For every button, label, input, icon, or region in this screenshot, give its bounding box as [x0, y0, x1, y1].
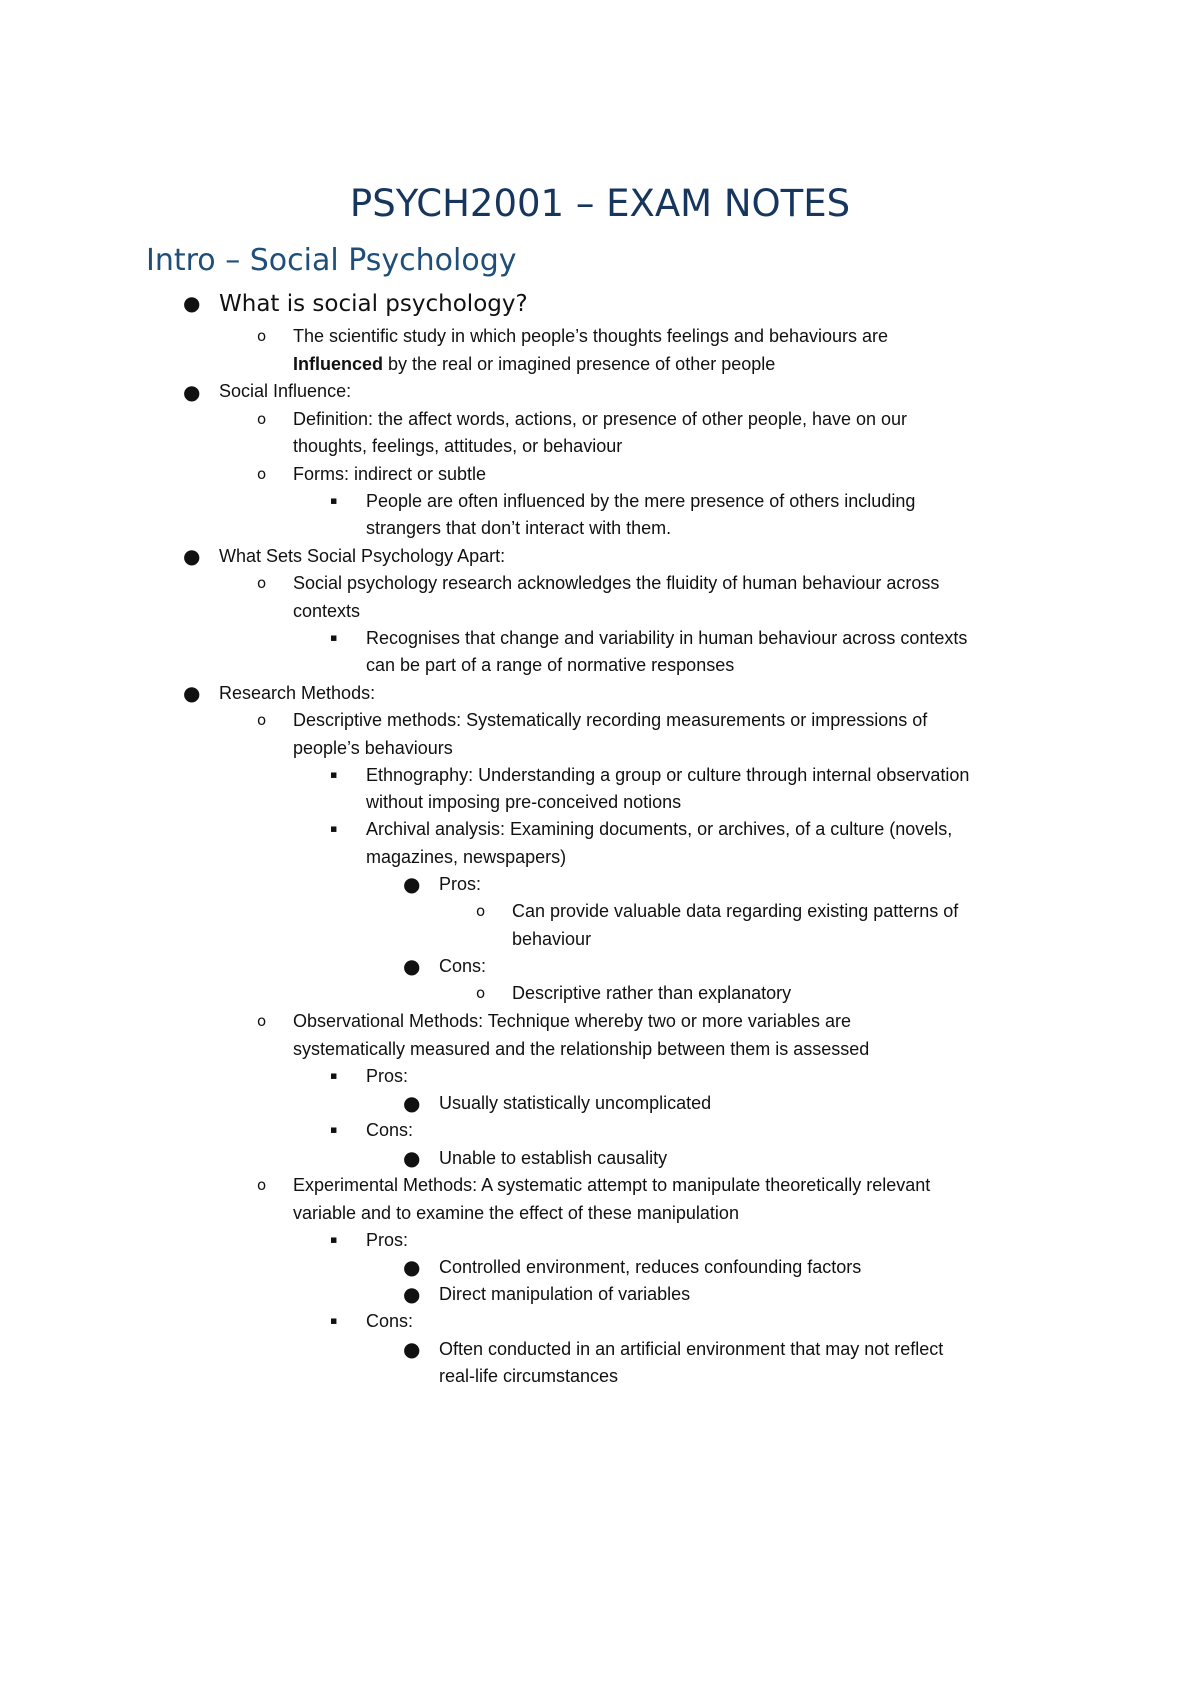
list-item-text: Observational Methods: Technique whereby two or more variables are: [293, 1011, 851, 1031]
list-item-text: Can provide valuable data regarding existing patterns of: [512, 901, 959, 921]
list-item-text: Archival analysis: Examining documents, or archives, of a culture (novels,: [366, 819, 953, 839]
list-item-text: Descriptive rather than explanatory: [512, 983, 792, 1003]
document-title: PSYCH2001 – EXAM NOTES: [349, 182, 851, 225]
bullet-circle: o: [257, 1012, 267, 1030]
list-item-text: Cons:: [366, 1311, 414, 1331]
list-item-text-tail: by the real or imagined presence of other people: [383, 354, 776, 374]
bullet-circle: o: [257, 410, 267, 428]
bullet-square: ▪: [330, 1123, 338, 1136]
bullet-circle: o: [257, 711, 267, 729]
list-item-text: Often conducted in an artificial environment that may not reflect: [439, 1339, 944, 1359]
bullet-dot: ●: [403, 1146, 421, 1170]
list-item-text: systematically measured and the relationship between them is assessed: [293, 1039, 870, 1059]
list-item-text: can be part of a range of normative responses: [366, 655, 735, 675]
bullet-square: ▪: [330, 1314, 338, 1327]
list-item-sets-apart: What Sets Social Psychology Apart:: [219, 546, 506, 566]
bullet-circle: o: [476, 902, 486, 920]
list-item-text: Pros:: [366, 1066, 409, 1086]
bold-term: Influenced: [293, 354, 384, 374]
bullet-circle: o: [257, 465, 267, 483]
list-item-what-is: What is social psychology?: [219, 291, 528, 317]
bullet-square: ▪: [330, 494, 338, 507]
bullet-circle: o: [476, 984, 486, 1002]
list-item-text: [293, 351, 775, 377]
list-item-text: variable and to examine the effect of these manipulation: [293, 1203, 739, 1223]
bullet-dot: ●: [183, 291, 201, 315]
bullet-square: ▪: [330, 768, 338, 781]
list-item-text: thoughts, feelings, attitudes, or behaviour: [293, 436, 623, 456]
list-item-research-methods: Research Methods:: [219, 683, 376, 703]
list-item-text: Unable to establish causality: [439, 1148, 668, 1168]
list-item-text: Ethnography: Understanding a group or culture through internal observation: [366, 765, 970, 785]
bullet-dot: ●: [403, 872, 421, 896]
list-item-text: Forms: indirect or subtle: [293, 464, 487, 484]
bullet-dot: ●: [403, 1255, 421, 1279]
list-item-text: Pros:: [366, 1230, 409, 1250]
list-item-text: magazines, newspapers): [366, 847, 567, 867]
list-item-text: Experimental Methods: A systematic attempt to manipulate theoretically relevant: [293, 1175, 931, 1195]
bullet-square: ▪: [330, 1069, 338, 1082]
list-item-text: Descriptive methods: Systematically recording measurements or impressions of: [293, 710, 928, 730]
section-heading: Intro – Social Psychology: [146, 243, 517, 278]
list-item-text: Cons:: [439, 956, 487, 976]
list-item-text: strangers that don’t interact with them.: [366, 518, 672, 538]
bullet-circle: o: [257, 327, 267, 345]
bullet-dot: ●: [403, 1337, 421, 1361]
bullet-dot: ●: [183, 544, 201, 568]
list-item-text: The scientific study in which people’s thoughts feelings and behaviours are: [293, 326, 889, 346]
list-item-social-influence: Social Influence:: [219, 381, 352, 401]
list-item-text: Controlled environment, reduces confounding factors: [439, 1257, 862, 1277]
bullet-circle: o: [257, 1176, 267, 1194]
bullet-square: ▪: [330, 822, 338, 835]
bullet-dot: ●: [183, 380, 201, 404]
bullet-square: ▪: [330, 1233, 338, 1246]
bullet-dot: ●: [183, 681, 201, 705]
list-item-text: without imposing pre-conceived notions: [366, 792, 682, 812]
list-item-text: People are often influenced by the mere presence of others including: [366, 491, 916, 511]
list-item-text: Social psychology research acknowledges the fluidity of human behaviour across: [293, 573, 940, 593]
list-item-text: Cons:: [366, 1120, 414, 1140]
list-item-text: Pros:: [439, 874, 482, 894]
list-item-text: Recognises that change and variability in human behaviour across contexts: [366, 628, 968, 648]
list-item-text: real-life circumstances: [439, 1366, 619, 1386]
bullet-dot: ●: [403, 1091, 421, 1115]
list-item-text: behaviour: [512, 929, 592, 949]
bullet-circle: o: [257, 574, 267, 592]
list-item-text: contexts: [293, 601, 361, 621]
list-item-text: people’s behaviours: [293, 738, 453, 758]
list-item-text: Direct manipulation of variables: [439, 1284, 691, 1304]
list-item-text: Usually statistically uncomplicated: [439, 1093, 712, 1113]
bullet-dot: ●: [403, 1282, 421, 1306]
list-item-text: Definition: the affect words, actions, or presence of other people, have on our: [293, 409, 908, 429]
bullet-dot: ●: [403, 954, 421, 978]
bullet-square: ▪: [330, 631, 338, 644]
